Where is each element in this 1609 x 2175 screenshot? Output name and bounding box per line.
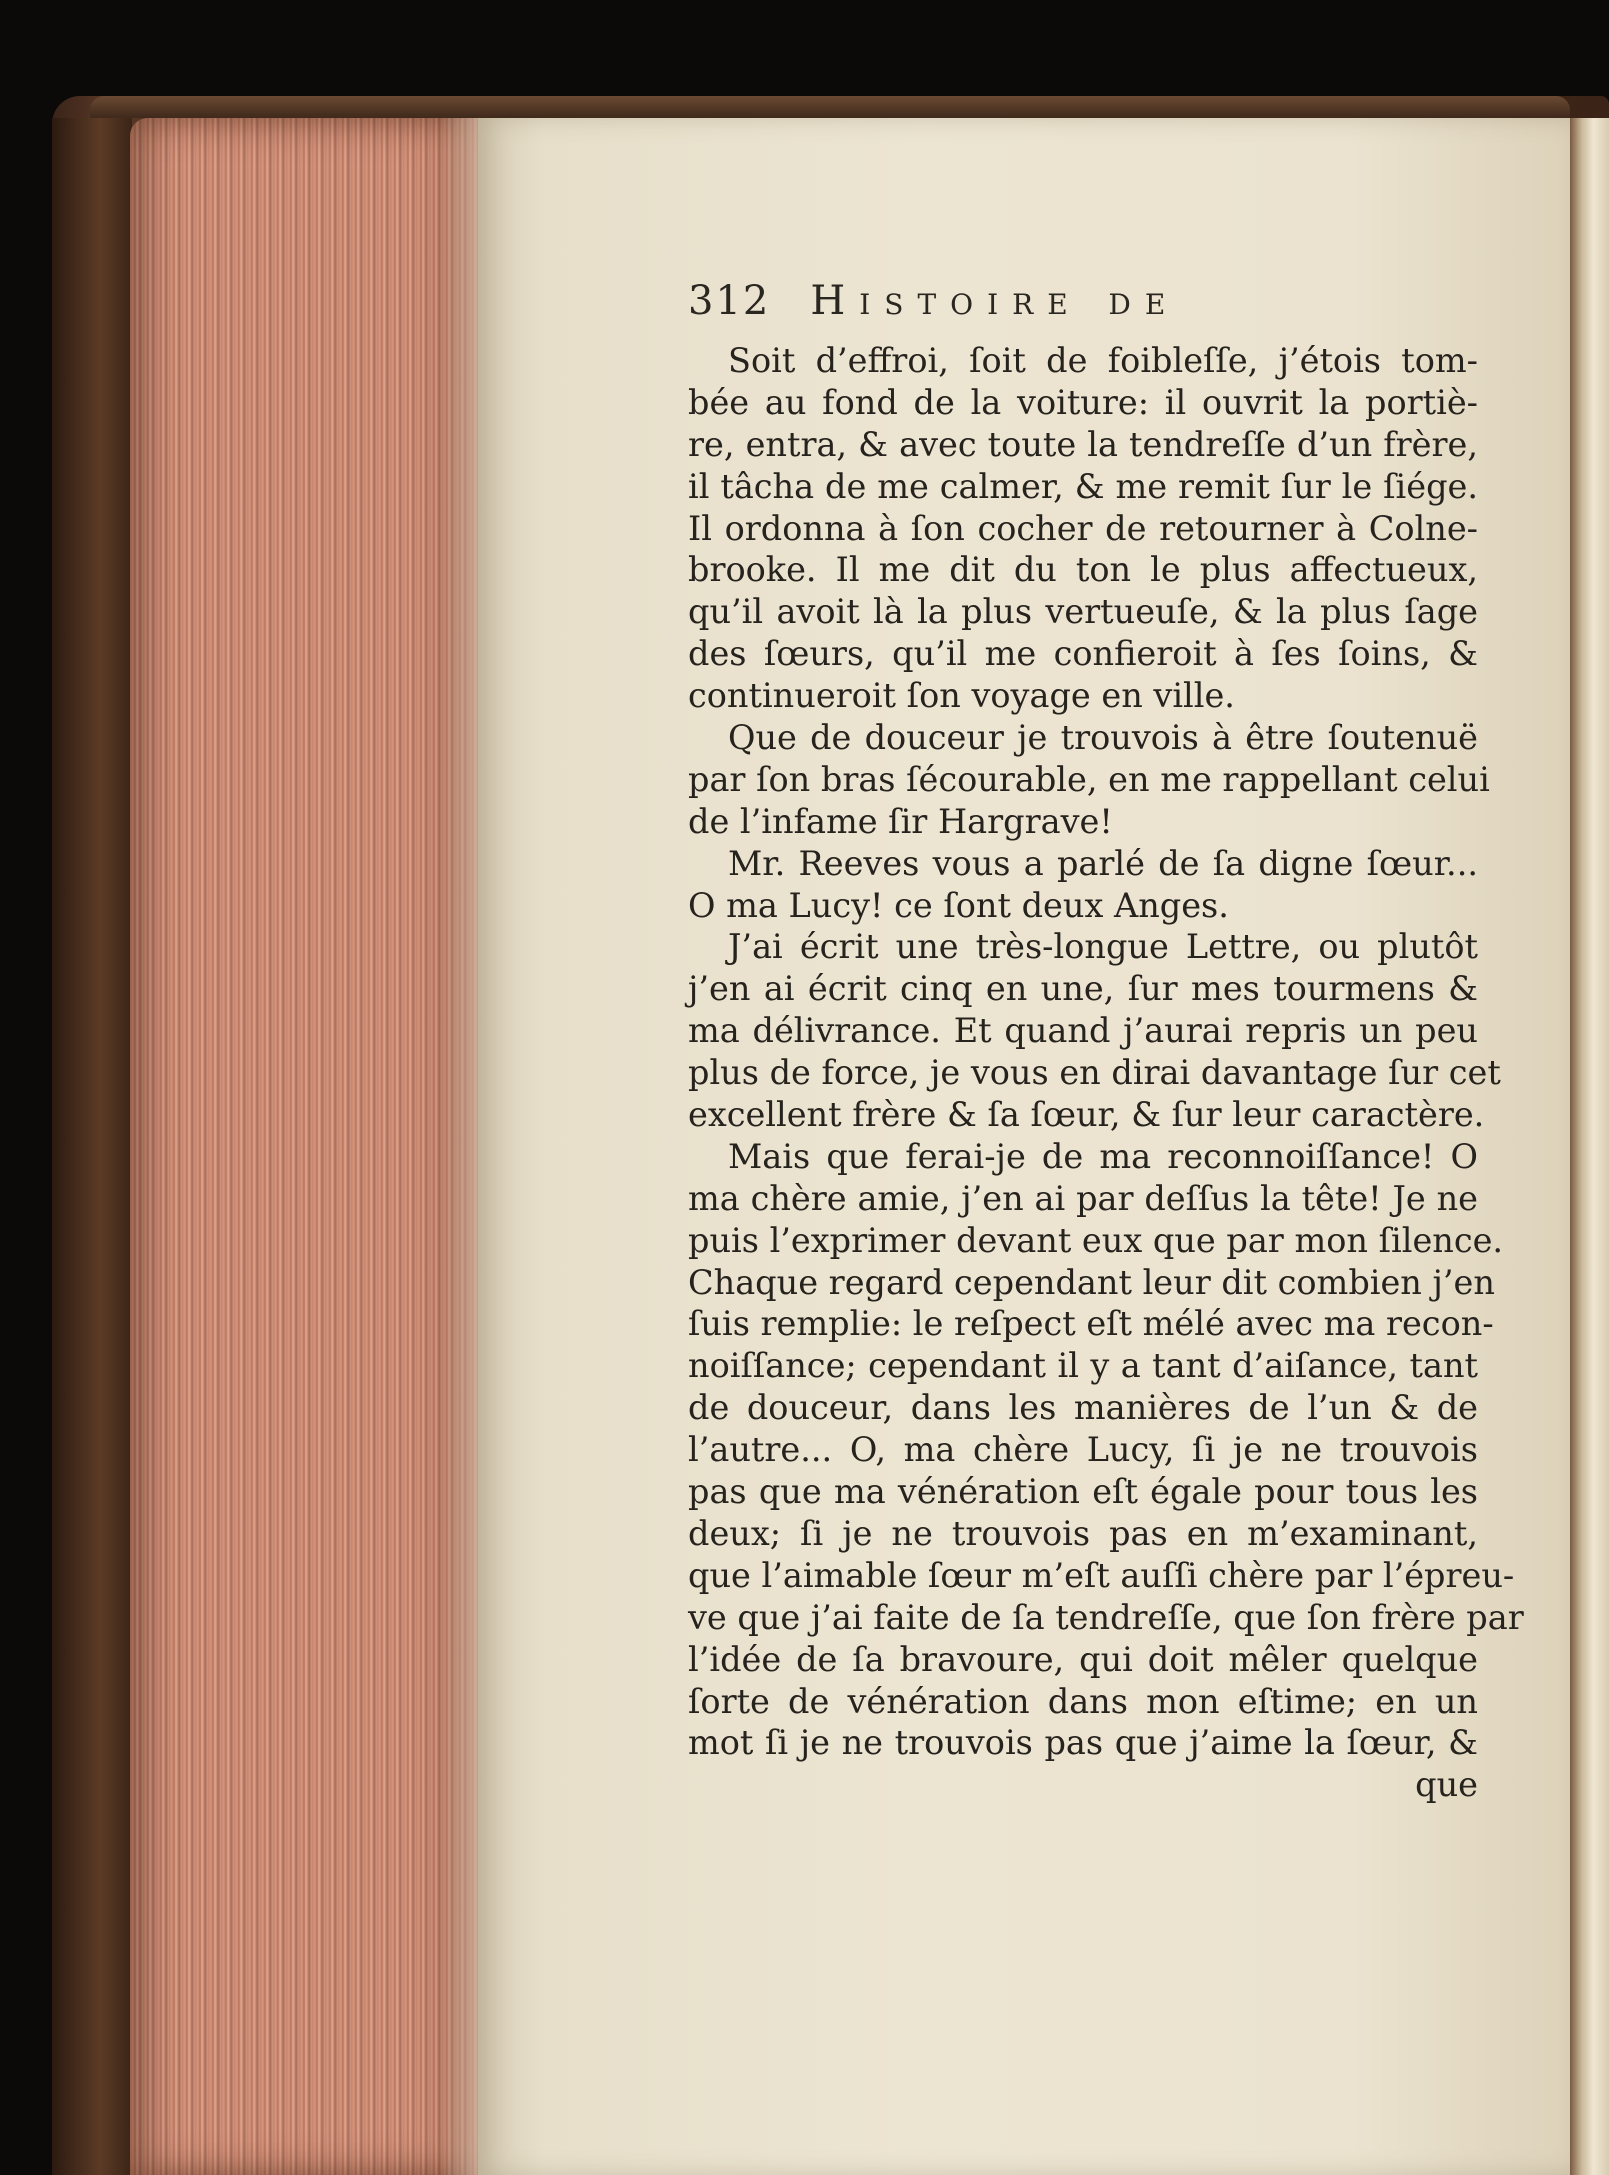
text-line: Soit d’effroi, ſoit de foibleſſe, j’étois tom- <box>728 341 1478 380</box>
text-line: Mais que ferai-je de ma reconnoiſſance! O <box>728 1136 1478 1176</box>
text-line: Il ordonna à ſon cocher de retourner à Colne- <box>688 508 1478 548</box>
text-line: qu’il avoit là la plus vertueuſe, & la plus ſage <box>688 592 1478 632</box>
text-line: ma délivrance. Et quand j’aurai repris un peu <box>688 1011 1478 1051</box>
text-line: mot ſi je ne trouvois pas que j’aime la ſœur, & <box>688 1723 1478 1763</box>
text-line: que <box>1415 1765 1478 1805</box>
text-line: ſuis remplie: le reſpect eſt mélé avec ma recon- <box>688 1304 1494 1344</box>
text-line: noiſſance; cependant il y a tant d’aiſance, tant <box>688 1346 1478 1386</box>
text-line: de douceur, dans les manières de l’un & de <box>688 1388 1478 1428</box>
page-number: 312 <box>688 278 771 324</box>
text-line: puis l’exprimer devant eux que par mon ſilence. <box>688 1220 1504 1260</box>
text-line: bée au fond de la voiture: il ouvrit la portiè- <box>688 382 1478 422</box>
text-line: ſorte de vénération dans mon eſtime; en un <box>688 1681 1478 1721</box>
running-head-title: Histoire de <box>810 278 1180 324</box>
text-line: Chaque regard cependant leur dit combien j’en <box>688 1262 1495 1302</box>
body-text <box>688 340 1524 1806</box>
text-line: pas que ma vénération eſt égale pour tous les <box>688 1472 1478 1512</box>
book-top-edge <box>90 96 1570 118</box>
book-spine <box>52 118 132 2175</box>
text-line: de l’infame ſir Hargrave! <box>688 801 1113 841</box>
text-line: brooke. Il me dit du ton le plus affectueux, <box>688 550 1478 590</box>
text-line: l’idée de ſa bravoure, qui doit mêler quelque <box>688 1639 1478 1679</box>
text-line: J’ai écrit une très-longue Lettre, ou plutôt <box>728 927 1478 967</box>
text-line: j’en ai écrit cinq en une, ſur mes tourmens & <box>688 969 1478 1009</box>
text-line: continueroit ſon voyage en ville. <box>688 676 1235 716</box>
running-header <box>688 278 1448 338</box>
text-line: des ſœurs, qu’il me confieroit à ſes ſoins, & <box>688 634 1478 674</box>
text-line: que l’aimable ſœur m’eſt auſſi chère par l’épreu- <box>688 1555 1515 1595</box>
text-line: deux; ſi je ne trouvois pas en m’examinant, <box>688 1513 1478 1553</box>
text-line: re, entra, & avec toute la tendreſſe d’un frère, <box>688 424 1478 464</box>
facing-page-edge <box>1570 118 1609 2175</box>
text-line: O ma Lucy! ce ſont deux Anges. <box>688 885 1229 925</box>
text-line: excellent frère & ſa ſœur, & ſur leur caractère. <box>688 1095 1485 1135</box>
text-line: ve que j’ai faite de ſa tendreſſe, que ſon frère par <box>688 1597 1524 1637</box>
page-block-edge <box>130 118 480 2175</box>
text-line: par ſon bras ſécourable, en me rappellant celui <box>688 759 1490 799</box>
text-line: il tâcha de me calmer, & me remit ſur le ſiége. <box>688 466 1478 506</box>
text-line: Mr. Reeves vous a parlé de ſa digne ſœur... <box>728 843 1478 883</box>
text-line: ma chère amie, j’en ai par deſſus la tête! Je ne <box>688 1178 1478 1218</box>
text-line: l’autre... O, ma chère Lucy, ſi je ne trouvois <box>688 1430 1478 1470</box>
text-line: Que de douceur je trouvois à être ſoutenuë <box>728 718 1478 758</box>
text-line: plus de force, je vous en dirai davantage ſur cet <box>688 1053 1501 1093</box>
